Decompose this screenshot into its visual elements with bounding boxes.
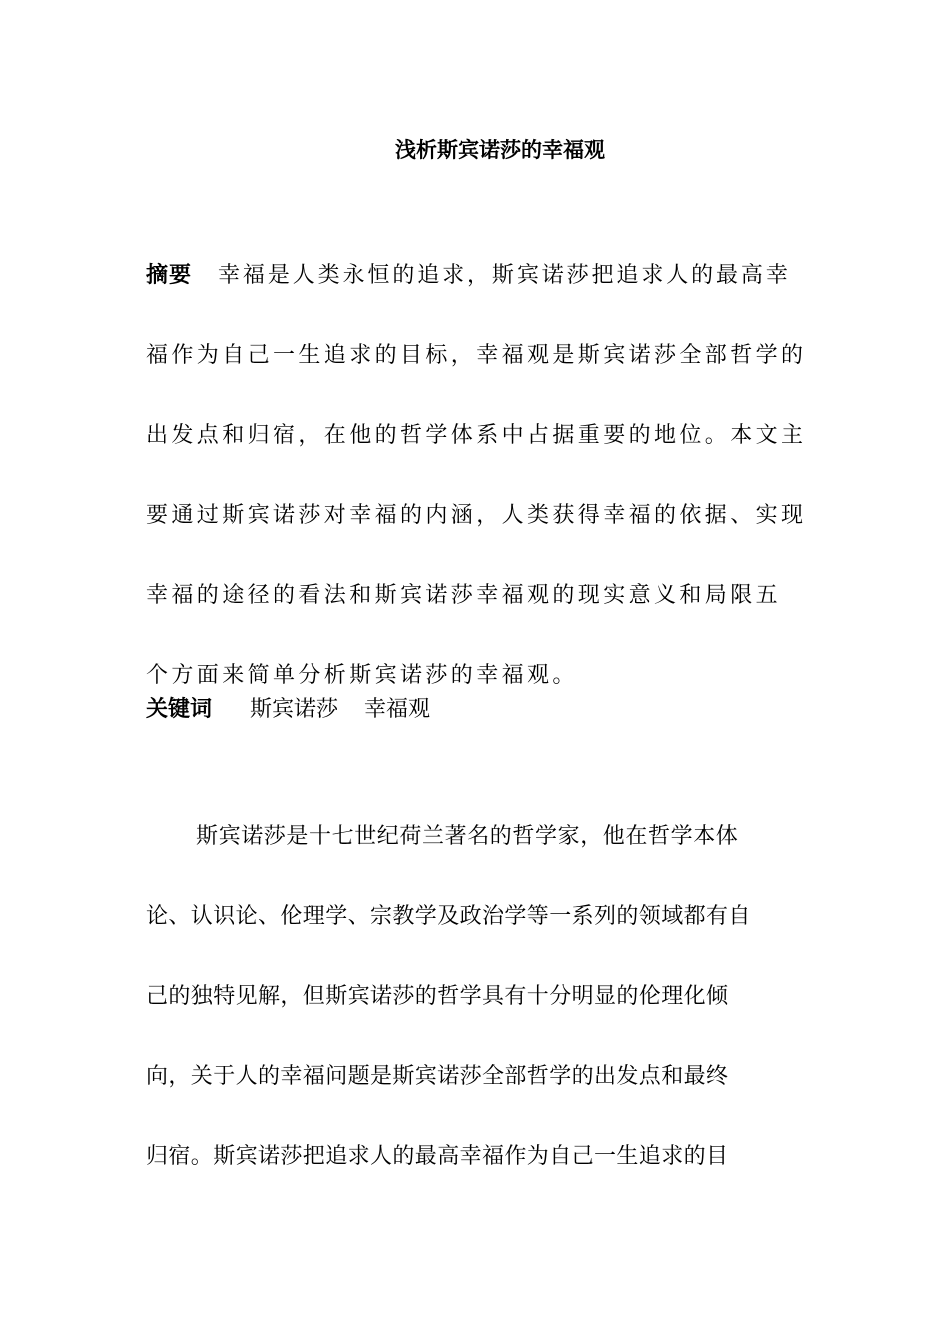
abstract-line: 福作为自己一生追求的目标，幸福观是斯宾诺莎全部哲学的 (146, 343, 807, 368)
keywords-section (146, 694, 456, 726)
keywords-label: 关键词 (146, 697, 213, 722)
body-line: 向，关于人的幸福问题是斯宾诺莎全部哲学的出发点和最终 (146, 1064, 729, 1089)
abstract-line (146, 260, 806, 340)
abstract-section (146, 260, 806, 740)
body-line: 归宿。斯宾诺莎把追求人的最高幸福作为自己一生追求的目 (146, 1144, 729, 1169)
body-paragraph (146, 821, 806, 1221)
abstract-line: 幸福的途径的看法和斯宾诺莎幸福观的现实意义和局限五 (146, 583, 782, 608)
abstract-label: 摘要 (146, 263, 193, 288)
body-line: 斯宾诺莎是十七世纪荷兰著名的哲学家，他在哲学本体 (196, 824, 739, 849)
abstract-line: 出发点和归宿，在他的哲学体系中占据重要的地位。本文主 (146, 423, 807, 448)
document-title: 浅析斯宾诺莎的幸福观 (395, 138, 605, 162)
abstract-line: 要通过斯宾诺莎对幸福的内涵，人类获得幸福的依据、实现 (146, 503, 807, 528)
body-line: 己的独特见解，但斯宾诺莎的哲学具有十分明显的伦理化倾 (146, 984, 729, 1009)
body-line: 论、认识论、伦理学、宗教学及政治学等一系列的领域都有自 (146, 904, 751, 929)
abstract-line-text: 幸福是人类永恒的追求，斯宾诺莎把追求人的最高幸 (218, 263, 791, 288)
abstract-line: 个方面来简单分析斯宾诺莎的幸福观。 (146, 663, 578, 688)
keyword: 幸福观 (364, 697, 431, 722)
keyword: 斯宾诺莎 (250, 697, 339, 722)
